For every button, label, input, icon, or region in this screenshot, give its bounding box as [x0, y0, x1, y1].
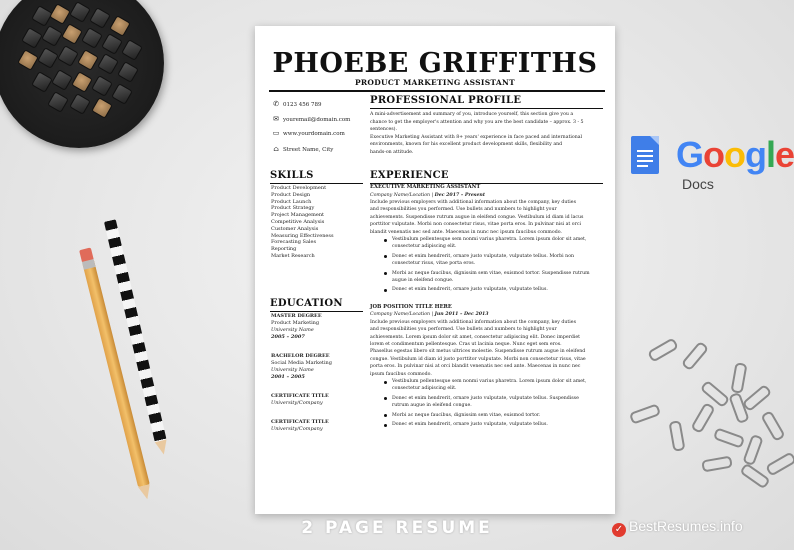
resume-role: PRODUCT MARKETING ASSISTANT	[354, 78, 516, 87]
google-logo-letter: o	[703, 134, 725, 175]
job-company: Company Name/Location | Jun 2011 – Dec 2013	[370, 312, 489, 318]
bullet-dot	[384, 397, 387, 400]
two-page-caption: 2 PAGE RESUME	[301, 518, 493, 538]
contact-web: ▭ www.yourdomain.com	[272, 129, 345, 137]
profile-line: chance to get the employer's attention and why you are the best candidate – approx. 3 - 5	[370, 119, 584, 125]
computer-icon: ▭	[272, 129, 280, 137]
profile-line: hands-on attitude.	[370, 149, 414, 155]
profile-line: environments, known for his excellent product development skills, flexibility and	[370, 142, 563, 147]
job-description-line: porttitor vulputate. Morbi non consectetur risus, vitae porta eros. In pulvinar nisi at orci	[370, 222, 581, 228]
home-icon: ⌂	[273, 145, 279, 153]
skills-title: SKILLS	[270, 170, 314, 181]
job-bullet-line: Donec et enim hendrerit, ornare justo vulputate, vulputate tellus.	[392, 422, 548, 427]
profile-rule	[370, 108, 603, 109]
education-field: Product Marketing	[271, 320, 320, 326]
email-icon: ✉	[273, 115, 279, 123]
education-school: University Name	[271, 327, 314, 333]
education-degree: BACHELOR DEGREE	[271, 353, 330, 359]
job-bullet-line: Vestibulum pellentesque sem nonmi varius pharetra. Lorem ipsum dolor sit amet,	[392, 379, 587, 384]
profile-line: sentences).	[370, 127, 397, 132]
job-bullet-line: consectetur risus, vitae porta eros.	[392, 261, 476, 267]
job-description-line: ipsum faucibus commodo.	[370, 371, 432, 377]
job-description-line: achievements. Suspendisse rutrum augue in eleifend congue. Vestibulum id diam id lacus	[370, 214, 584, 220]
job-dates: Dec 2017 – Present	[434, 192, 485, 198]
google-logo-letter: G	[676, 134, 704, 175]
job-description-line: lorem et condimentum pellentesque. Cras ut lacinia neque. Nunc eget sem eros.	[370, 342, 562, 347]
job-bullet-line: consectetur adipiscing elit.	[392, 244, 457, 250]
job-bullet-line: augue in eleifend congue.	[392, 278, 454, 283]
job-bullet-line: Morbi ac neque faucibus, dignissim sem vitae, euismod tortor.	[392, 412, 541, 418]
skill-item: Forecasting Sales	[271, 239, 317, 246]
education-title: EDUCATION	[270, 298, 343, 309]
job-bullet-line: Donec et enim hendrerit, ornare justo vulputate, vulputate tellus. Morbi non	[392, 253, 575, 259]
profile-line: Executive Marketing Assistant with 8+ years' experience in face paced and international	[370, 134, 583, 140]
contact-email: ✉ youremail@domain.com	[273, 115, 351, 123]
education-field: Social Media Marketing	[271, 360, 332, 366]
job-bullet-line: Morbi ac neque faucibus, dignissim sem vitae, euismod tortor. Suspendisse rutrum	[392, 270, 590, 276]
job-description-line: blandit venenatis nec sed ante. Maecenas in nunc nec ipsum faucibus commodo.	[370, 229, 562, 235]
job-bullet-line: rutrum augue in eleifend congue.	[392, 403, 472, 409]
education-degree: CERTIFICATE TITLE	[271, 393, 329, 399]
google-logo-letter: l	[766, 134, 776, 175]
skill-item: Product Strategy	[271, 205, 315, 212]
education-years: 2001 – 2005	[271, 374, 305, 380]
job-description-line: achievements. Lorem ipsum dolor sit amet, consectetur adipiscing elit. Donec imperdiet	[370, 334, 581, 340]
bullet-dot	[384, 255, 387, 258]
contact-address: ⌂ Street Name, City	[273, 145, 334, 153]
experience-title: EXPERIENCE	[370, 170, 449, 181]
google-logo	[676, 134, 794, 176]
skill-item: Project Management	[271, 212, 325, 219]
job-description-line: porta eros. In pulvinar nisi at orci blandit venenatis nec sed ante. Maecenas in nunc nec	[370, 364, 581, 370]
google-logo-letter: o	[724, 134, 746, 175]
job-bullet-line: Donec et enim hendrerit, ornare justo vulputate, vulputate tellus.	[392, 287, 548, 293]
bullet-dot	[384, 239, 387, 242]
skill-item: Product Design	[271, 191, 311, 198]
header-divider	[269, 90, 605, 92]
google-logo-letter: e	[775, 134, 794, 175]
education-degree: MASTER DEGREE	[271, 313, 322, 319]
job-company: Company Name/Location | Dec 2017 – Present	[370, 192, 485, 198]
skill-item: Product Development	[271, 185, 327, 191]
skill-item: Market Research	[271, 253, 315, 259]
education-school: University Name	[271, 367, 314, 373]
job-description-line: Include previous employers with additional information about the company, key duties	[370, 319, 576, 325]
education-degree: CERTIFICATE TITLE	[271, 419, 329, 425]
profile-line: A mini-advertisement and summary of you, introduce yourself, this section give you a	[370, 112, 574, 117]
skill-item: Competitive Analysis	[271, 219, 325, 225]
bullet-dot	[384, 272, 387, 275]
job-bullet-line: consectetur adipiscing elit.	[392, 386, 457, 392]
job-description-line: and responsibilities you performed. Use bullets and numbers to highlight your	[370, 327, 557, 333]
bullet-dot	[384, 414, 387, 417]
job-description-line: and responsibilities you performed. Use bullets and numbers to highlight your	[370, 207, 557, 213]
job-description-line: Include previous employers with additional information about the company, key duties	[370, 200, 576, 205]
google-docs-icon	[631, 136, 659, 190]
education-school: University/Company	[271, 426, 323, 432]
bullet-dot	[384, 381, 387, 384]
skill-item: Product Launch	[271, 198, 312, 205]
skill-item: Measuring Effectiveness	[271, 232, 334, 239]
checkmark-icon: ✓	[612, 523, 626, 537]
contact-phone: ✆ 0123 456 789	[273, 100, 322, 108]
job-description-line: Phasellus egestas libero sit metus ultrices molestie. Suspendisse rutrum augue in eleifend	[370, 349, 586, 355]
resume-name: PHOEBE GRIFFITHS	[272, 48, 598, 79]
job-bullet-line: Vestibulum pellentesque sem nonmi varius pharetra. Lorem ipsum dolor sit amet,	[392, 237, 587, 242]
skills-rule	[270, 183, 363, 184]
job-title: EXECUTIVE MARKETING ASSISTANT	[370, 184, 481, 190]
job-title: JOB POSITION TITLE HERE	[370, 303, 452, 310]
education-school: University/Company	[271, 400, 323, 406]
job-dates: Jun 2011 – Dec 2013	[434, 312, 489, 318]
job-description-line: congue. Vestibulum id diam id justo porttitor vulputate. Morbi non consectetur risus, vitae	[370, 356, 586, 362]
education-years: 2005 – 2007	[271, 334, 305, 340]
bullet-dot	[384, 289, 387, 292]
phone-icon: ✆	[273, 100, 279, 108]
google-logo-letter: g	[745, 134, 767, 175]
job-bullet-line: Donec et enim hendrerit, ornare justo vulputate, vulputate tellus. Suspendisse	[392, 395, 579, 401]
education-rule	[270, 311, 363, 312]
skill-item: Reporting	[271, 246, 297, 253]
bullet-dot	[384, 424, 387, 427]
skill-item: Customer Analysis	[271, 225, 319, 232]
docs-label: Docs	[682, 176, 714, 192]
profile-title: PROFESSIONAL PROFILE	[370, 95, 522, 106]
brand-watermark: ✓ BestResumes.info	[612, 518, 743, 537]
resume-page	[255, 26, 615, 514]
